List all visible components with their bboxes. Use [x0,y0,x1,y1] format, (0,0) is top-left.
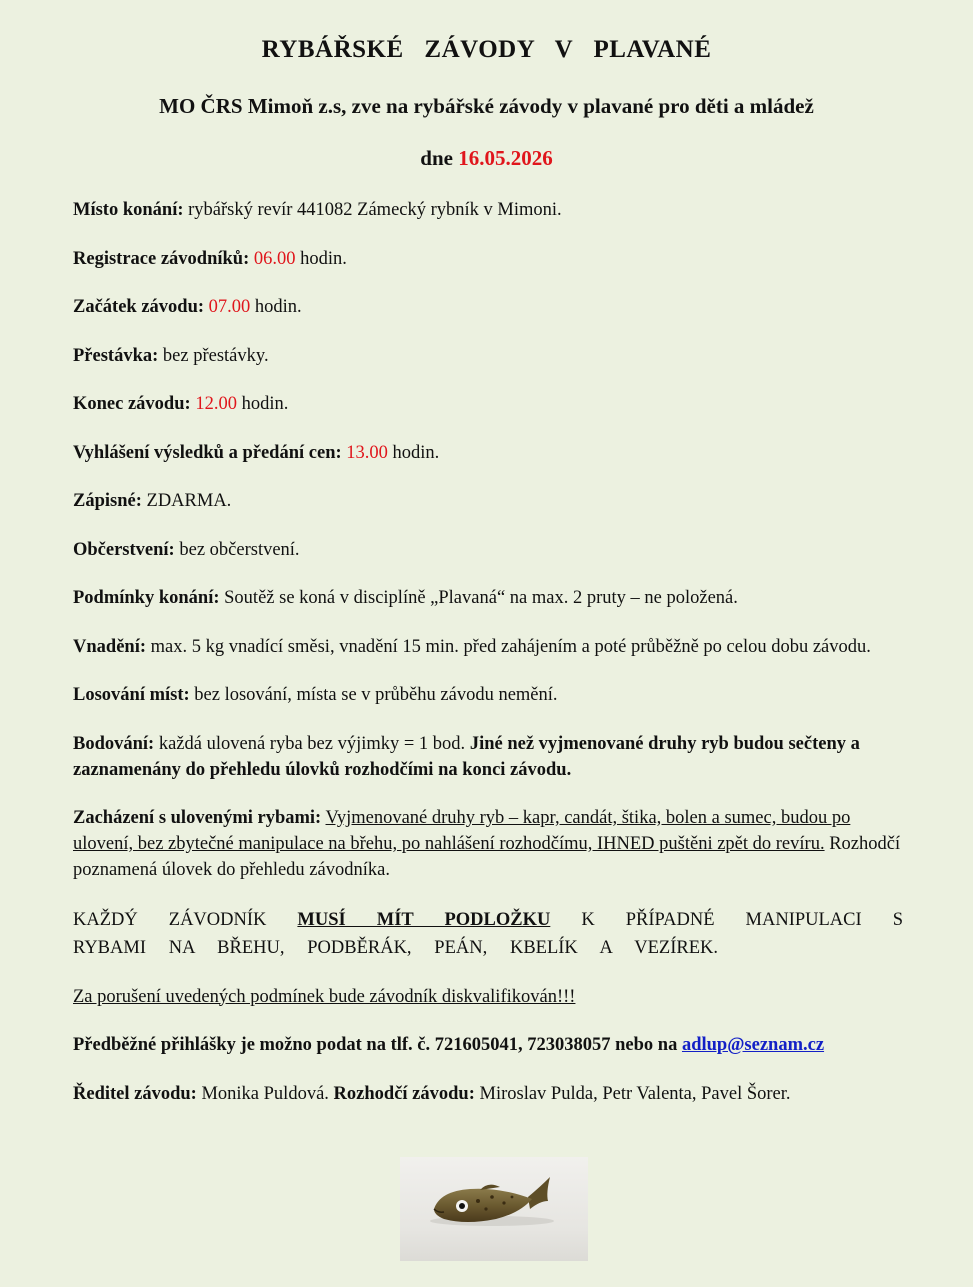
detail-fee [73,488,903,514]
judges-label: Rozhodčí závodu: [333,1083,475,1104]
detail-time: 12.00 [195,394,237,414]
detail-break [73,343,903,369]
detail-suffix: hodin. [236,394,289,414]
detail-start [73,294,903,320]
detail-time: 06.00 [253,248,296,269]
detail-time: 07.00 [208,297,251,317]
fish-icon [400,1157,588,1261]
detail-suffix: hodin. [250,297,302,317]
detail-value: každá ulovená ryba bez výjimky = 1 bod. [154,733,470,754]
detail-refreshments [73,537,903,563]
detail-label: Vyhlášení výsledků a předání cen: [73,442,342,463]
detail-label: Podmínky konání: [73,588,220,608]
mat-notice-line2: RYBAMI NA BŘEHU, PODBĚRÁK, PEÁN, KBELÍK A VEZÍREK. [73,937,718,958]
detail-venue [73,197,903,223]
detail-scoring [73,731,903,783]
detail-label: Registrace závodníků: [73,248,250,269]
judges-names: Miroslav Pulda, Petr Valenta, Pavel Šorer. [474,1083,791,1104]
detail-value: bez občerstvení. [174,539,300,560]
detail-value: bez přestávky. [158,345,269,366]
mat-notice [73,906,903,962]
staff-line [73,1081,903,1107]
detail-label: Začátek závodu: [73,297,205,317]
event-date-line [0,146,973,171]
detail-registration [73,246,903,272]
detail-time: 13.00 [346,442,388,463]
detail-label: Konec závodu: [73,394,191,414]
detail-label: Losování míst: [73,685,190,705]
notice-text: KAŽDÝ ZÁVODNÍK [73,909,298,930]
detail-value: ZDARMA. [141,491,232,511]
page-subtitle: MO ČRS Mimoň z.s, zve na rybářské závody v plavané pro děti a mládež [159,94,814,118]
detail-suffix: hodin. [295,248,347,269]
detail-bold-note: Jiné než vyjmenované druhy ryb budou sečteny a zaznamenány do přehledu úlovků rozhodčími na konci závodu. [73,733,860,780]
detail-value: max. 5 kg vnadící směsi, vnadění 15 min. před zahájením a poté průběžně po celou dobu závodu. [146,636,871,657]
date-prefix: dne [420,146,453,170]
detail-label: Místo konání: [73,200,184,220]
detail-label: Vnadění: [73,636,146,657]
notice-text: K PŘÍPADNÉ MANIPULACI S [550,909,903,930]
mat-notice-line1 [73,906,903,934]
detail-underlined-rule: Vyjmenované druhy ryb – kapr, candát, štika, bolen a sumec, budou po ulovení, bez zbytečné manipulace na břehu, po nahlášení rozhodčímu, IHNED puštěni zpět do revíru. [73,808,851,854]
detail-value: Rozhodčí poznamená úlovek do přehledu závodníka. [73,834,901,880]
detail-label: Zacházení s ulovenými rybami: [73,808,322,828]
fish-image [400,1157,588,1261]
detail-fish-handling [73,805,903,883]
detail-draw [73,682,903,708]
detail-label: Zápisné: [73,491,142,511]
detail-label: Bodování: [73,733,155,754]
detail-value: bez losování, místa se v průběhu závodu nemění. [189,685,558,705]
director-label: Ředitel závodu: [73,1083,197,1104]
detail-value: Soutěž se koná v disciplíně „Plavaná“ na max. 2 pruty – ne položená. [219,588,738,608]
registration-text: Předběžné přihlášky je možno podat na tlf. č. 721605041, 723038057 nebo na [73,1035,682,1055]
disqualification-warning: Za porušení uvedených podmínek bude závodník diskvalifikován!!! [73,986,576,1007]
notice-must-have-mat: MUSÍ MÍT PODLOŽKU [297,909,551,930]
detail-conditions [73,585,903,611]
director-name: Monika Puldová. [196,1083,334,1104]
registration-contact [73,1032,903,1058]
detail-baiting [73,634,903,660]
detail-suffix: hodin. [387,442,440,463]
detail-label: Občerstvení: [73,539,175,560]
event-date: 16.05.2026 [458,146,553,170]
detail-end [73,391,903,417]
detail-results [73,440,903,466]
page-title: RYBÁŘSKÉ ZÁVODY V PLAVANÉ [261,36,712,63]
email-link[interactable]: adlup@seznam.cz [681,1035,825,1055]
detail-value: rybářský revír 441082 Zámecký rybník v Mimoni. [183,200,562,220]
detail-label: Přestávka: [73,345,159,366]
details-section [73,197,903,1129]
